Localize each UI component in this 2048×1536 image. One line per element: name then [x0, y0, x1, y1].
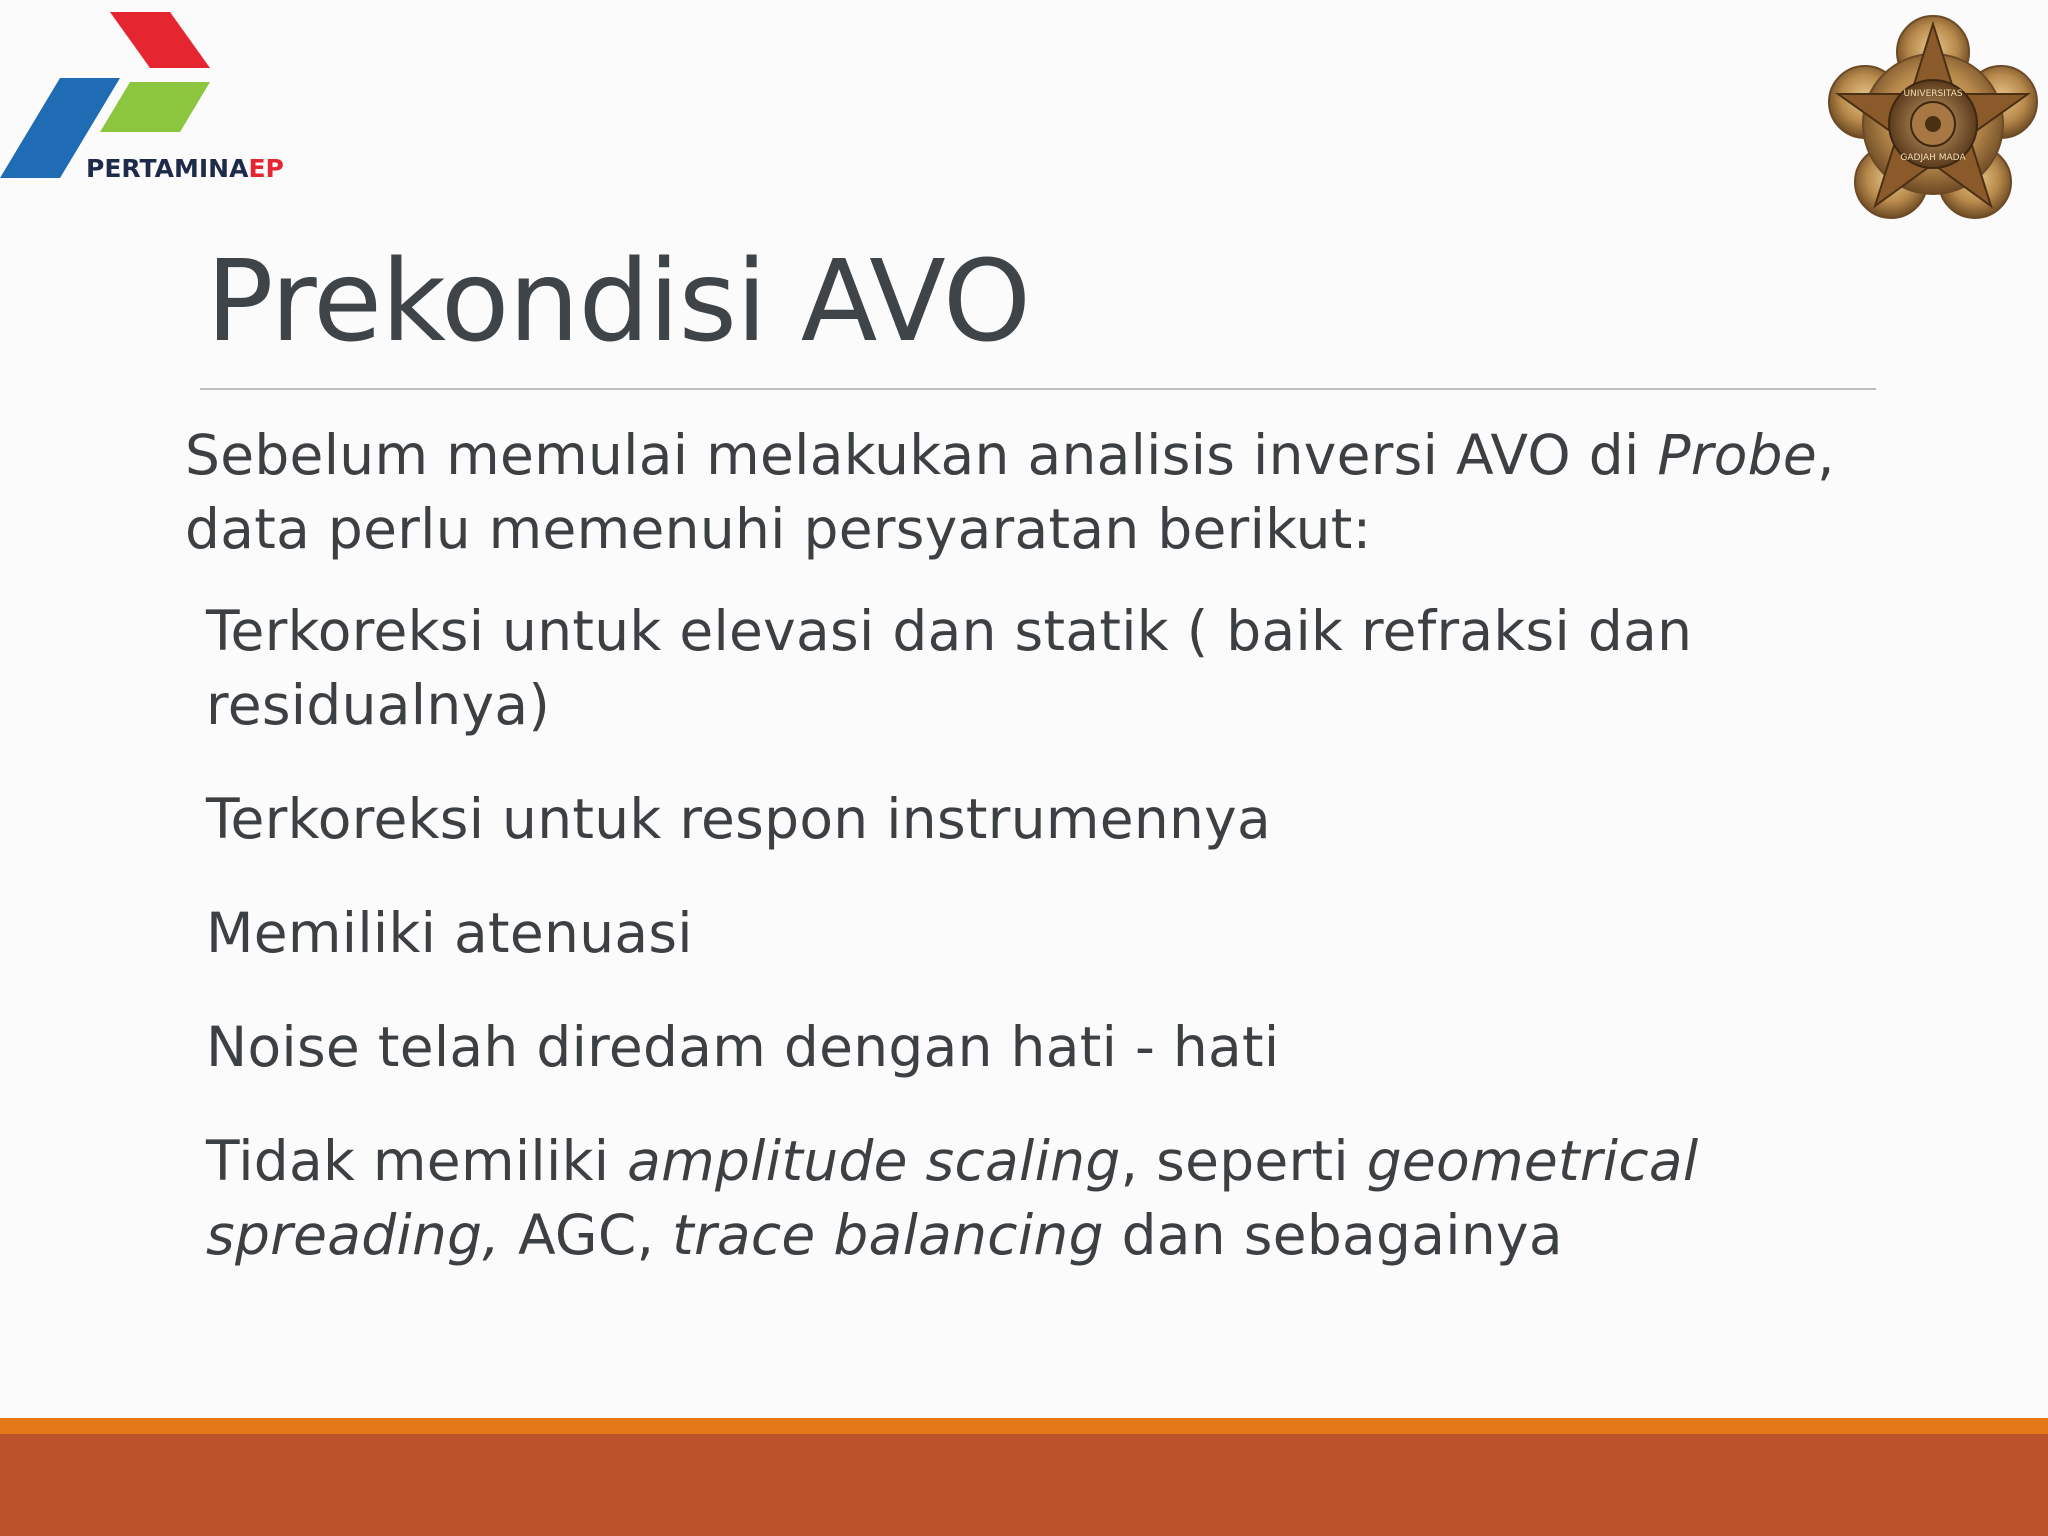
list-item: Noise telah diredam dengan hati - hati	[206, 1015, 1280, 1079]
university-seal-icon	[1818, 6, 2048, 238]
intro-italic: Probe	[1657, 423, 1817, 487]
intro-text: Sebelum memulai melakukan analisis inversi AVO di	[185, 423, 1658, 487]
intro-text-end: ,	[1817, 423, 1835, 487]
brand-name: PERTAMINAEP	[86, 154, 284, 183]
list-item: Tidak memiliki amplitude scaling, seperti geometrical spreading, AGC, trace balancing dan sebagainya	[206, 1129, 1699, 1267]
seal-text-top: UNIVERSITAS	[1903, 89, 1963, 99]
list-item: Terkoreksi untuk respon instrumennya	[206, 787, 1272, 851]
slide-body	[185, 418, 1905, 1312]
footer-band	[0, 1434, 2048, 1536]
intro-text-line2: data perlu memenuhi persyaratan berikut:	[185, 497, 1372, 561]
pertamina-logo	[0, 8, 330, 188]
seal-text-bottom: GADJAH MADA	[1900, 153, 1966, 163]
list-item: Terkoreksi untuk elevasi dan statik ( baik refraksi dan residualnya)	[206, 599, 1693, 737]
intro-paragraph	[185, 418, 1905, 566]
university-seal	[1818, 6, 2048, 238]
slide-title: Prekondisi AVO	[206, 237, 1030, 367]
title-divider	[200, 388, 1876, 390]
list-item: Memiliki atenuasi	[206, 901, 693, 965]
footer-accent-bar	[0, 1418, 2048, 1434]
